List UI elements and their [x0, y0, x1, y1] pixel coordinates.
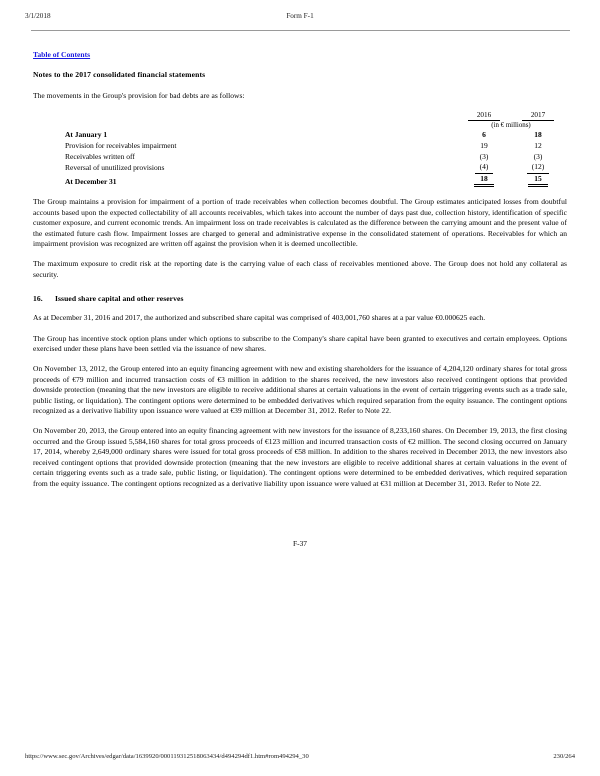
row-value-2016-text: (4)	[475, 162, 494, 174]
page-counter: 230/264	[553, 753, 575, 760]
column-header-2017-label: 2017	[522, 111, 554, 121]
row-value-2017-text: (3)	[533, 151, 543, 161]
row-label: At December 31	[65, 176, 117, 186]
row-value-2017	[511, 162, 565, 174]
row-value-2016-text: 18	[474, 174, 494, 188]
table-body	[65, 130, 565, 187]
column-header-2016	[457, 111, 511, 121]
table-row	[65, 141, 565, 152]
table-row	[65, 162, 565, 174]
row-spacer	[443, 162, 457, 174]
row-spacer	[443, 152, 457, 163]
row-value-2016-text: (3)	[479, 151, 489, 161]
row-value-2016	[457, 130, 511, 141]
source-url: https://www.sec.gov/Archives/edgar/data/1639920/000119312518063434/d494294df1.htm#rom494294_30	[25, 753, 309, 760]
header-spacer	[443, 111, 457, 121]
browser-print-header	[0, 12, 600, 26]
row-value-2017-text: 15	[528, 174, 548, 188]
row-label: Provision for receivables impairment	[65, 141, 177, 150]
financing-2012-paragraph: On November 13, 2012, the Group entered into an equity financing agreement with new and existing shareholders for the issuance of 4,204,120 ordinary shares for total gross proceeds of €79 million and incurred transaction costs of €3 million in addition to the shares received, the new investors also received contingent options that provided downside protection (meaning that the new investors are eligible to receive additional shares at certain valuations in the event of certain triggering events such as a trade sale, public listing, or liquidation). The contingent options were determined to be embedded derivatives which required separation from the equity issuance. The contingent options recognized as a derivative liability upon issuance were valued at €39 million at December 31, 2012. Refer to Note 22.	[33, 364, 567, 416]
document-content	[33, 44, 567, 499]
credit-risk-paragraph: The maximum exposure to credit risk at the reporting date is the carrying value of each class of receivables mentioned above. The Group does not hold any collateral as security.	[33, 259, 567, 279]
table-header-row	[65, 111, 565, 121]
header-blank	[65, 111, 443, 121]
notes-heading: Notes to the 2017 consolidated financial statements	[33, 70, 206, 79]
table-row	[65, 152, 565, 163]
row-spacer	[443, 174, 457, 188]
row-value-2016	[457, 174, 511, 188]
section-16-number: 16.	[33, 294, 43, 304]
share-capital-paragraph: As at December 31, 2016 and 2017, the authorized and subscribed share capital was comprised of 403,001,760 shares at a par value €0.000625 each.	[33, 313, 486, 323]
financing-2013-paragraph: On November 20, 2013, the Group entered into an equity financing agreement with new investors for the issuance of 8,233,160 shares. On December 19, 2013, the first closing occurred and the Group issued 5,584,160 shares for total gross proceeds of €123 million and incurred transaction costs of €2 million. The second closing occurred on January 17, 2014, whereby 2,649,000 ordinary shares were issued for total gross proceeds of €58 million. In addition to the shares received in December 2013, the new investors also received contingent options that provided downside protection (meaning that the new investors are eligible to receive additional shares at certain valuations in the event of certain triggering events such as a trade sale, public listing, or liquidation). The contingent options were determined to be embedded derivatives, which required separation from the equity issuance. The contingent options recognized as a derivative liability upon issuance were valued at €31 million at December 31, 2013. Refer to Note 22.	[33, 426, 567, 488]
row-value-2017	[511, 174, 565, 188]
intro-paragraph: The movements in the Group's provision for bad debts are as follows:	[33, 91, 245, 100]
row-label: At January 1	[65, 130, 108, 140]
page-folio: F-37	[293, 539, 307, 548]
row-value-2017	[511, 141, 565, 152]
units-spacer	[443, 121, 457, 130]
table-row	[65, 174, 565, 188]
table-header	[65, 111, 565, 130]
row-label: Reversal of unutilized provisions	[65, 163, 165, 173]
stock-options-paragraph: The Group has incentive stock option plans under which options to subscribe to the Company's share capital have been granted to executives and certain employees. Options exercised under these plans have been settled via the issuance of new shares.	[33, 333, 567, 354]
print-document-title: Form F-1	[286, 12, 314, 20]
row-value-2017	[511, 152, 565, 163]
column-header-2017	[511, 111, 565, 121]
row-value-2017	[511, 130, 565, 141]
bad-debt-table-wrapper	[33, 111, 567, 187]
row-spacer	[443, 130, 457, 141]
table-units-row	[65, 121, 565, 130]
row-value-2016	[457, 162, 511, 174]
units-blank	[65, 121, 443, 130]
row-value-2017-text: 12	[534, 141, 542, 150]
table-row	[65, 130, 565, 141]
print-date: 3/1/2018	[25, 12, 51, 20]
row-value-2016	[457, 141, 511, 152]
row-label: Receivables written off	[65, 151, 135, 161]
row-value-2016-text: 19	[480, 141, 488, 150]
section-16-title: Issued share capital and other reserves	[55, 294, 184, 304]
table-of-contents-link[interactable]: Table of Contents	[33, 50, 91, 59]
header-divider	[31, 30, 570, 31]
row-value-2017-text: 18	[534, 130, 542, 140]
bad-debt-provision-table	[65, 111, 565, 187]
provision-policy-paragraph: The Group maintains a provision for impairment of a portion of trade receivables when collection becomes doubtful. The Group estimates anticipated losses from doubtful accounts based upon the expected collectability of all accounts receivables, which takes into account the number of days past due, collection history, identification of specific customer exposure, and current economic trends. An impairment loss on trade receivables is calculated as the difference between the carrying amount and the present value of the estimated future cash flow. Impairment losses are charged to general and administrative expense in the consolidated statement of operations. Receivables for which an impairment provision was recognized are written off against the provision when it is deemed uncollectible.	[33, 197, 567, 248]
section-16-heading	[33, 294, 567, 303]
row-value-2016	[457, 152, 511, 163]
row-value-2017-text: (12)	[527, 162, 550, 174]
row-value-2016-text: 6	[482, 130, 486, 140]
row-spacer	[443, 141, 457, 152]
table-units-label: (in € millions)	[491, 122, 531, 130]
column-header-2016-label: 2016	[468, 111, 500, 121]
